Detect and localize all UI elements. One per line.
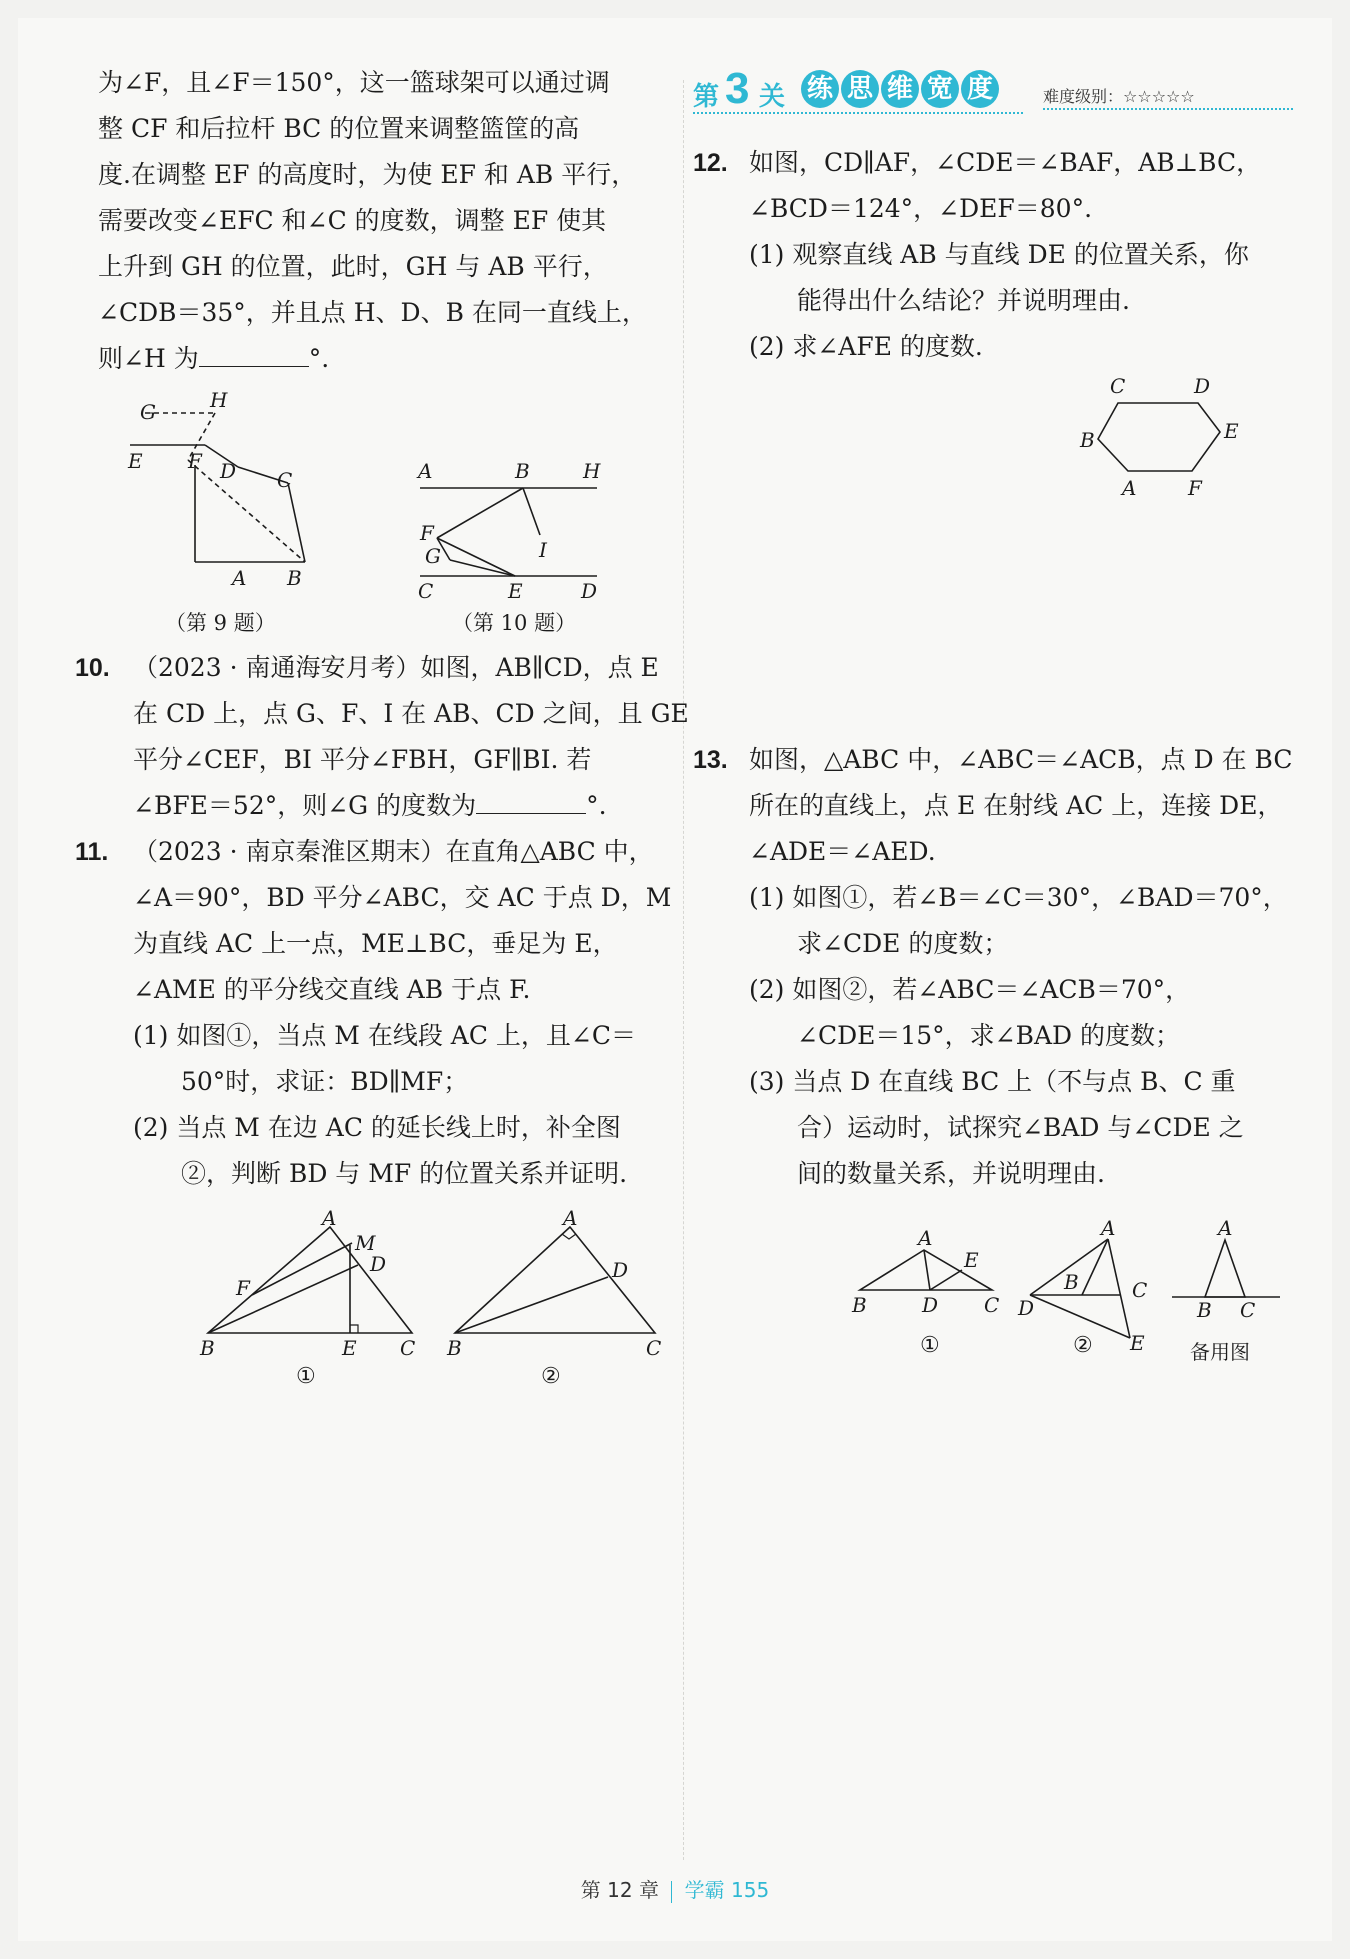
fig13-spare-label-a: A: [1218, 1216, 1233, 1240]
fig13-caption-1: ①: [920, 1333, 940, 1358]
fig13-caption-spare: 备用图: [1190, 1340, 1250, 1364]
fig10-label-b: B: [515, 459, 530, 483]
figure-11-1: [200, 1206, 420, 1365]
fig13-2-label-b: B: [1064, 1270, 1079, 1294]
fig10-caption: （第 10 题）: [452, 611, 577, 635]
fig10-label-h: H: [583, 459, 601, 483]
q12-sub1-line: 能得出什么结论？并说明理由.: [797, 286, 1130, 315]
fig9-label-e: E: [128, 449, 143, 473]
fig13-1-label-d: D: [922, 1293, 939, 1317]
q13-sub3-line: 合）运动时，试探究∠BAD 与∠CDE 之: [797, 1113, 1244, 1142]
fig11-2-label-c: C: [646, 1336, 662, 1360]
fig13-1-label-c: C: [984, 1293, 1000, 1317]
fig13-2-label-a: A: [1101, 1216, 1116, 1240]
q10-line: 平分∠CEF，BI 平分∠FBH，GF∥BI. 若: [133, 745, 592, 774]
fig11-1-label-c: C: [400, 1336, 416, 1360]
q10-line: [75, 645, 665, 691]
header-guan: 关: [759, 81, 786, 111]
fig9-label-b: B: [287, 566, 302, 590]
fig11-2-label-b: B: [447, 1336, 462, 1360]
fig13-2-label-e: E: [1130, 1331, 1145, 1355]
q10-q11-block: [75, 645, 689, 1197]
header-title-char: 练: [801, 70, 839, 108]
header-title: [801, 70, 999, 108]
q11-line: ∠AME 的平分线交直线 AB 于点 F.: [133, 975, 531, 1004]
q13-sub1-line: (1) 如图①，若∠B＝∠C＝30°，∠BAD＝70°，: [749, 883, 1288, 912]
figure-12: [1080, 375, 1280, 505]
q11-text: （2023 · 南京秦淮区期末）在直角△ABC 中，: [133, 837, 654, 866]
q11-number: 11.: [75, 838, 109, 866]
fig12-label-e: E: [1224, 419, 1239, 443]
fig12-label-b: B: [1080, 428, 1095, 452]
fig12-label-c: C: [1110, 374, 1126, 398]
fig11-1-label-a: A: [322, 1206, 337, 1230]
q10-last-line: [75, 783, 665, 829]
fig10-label-d: D: [581, 579, 598, 603]
fig12-label-d: D: [1194, 374, 1211, 398]
fig12-label-a: A: [1122, 476, 1137, 500]
fig13-spare-label-b: B: [1197, 1298, 1212, 1322]
header-title-char: 宽: [921, 70, 959, 108]
q12-text: 如图，CD∥AF，∠CDE＝∠BAF，AB⊥BC，: [749, 148, 1262, 177]
q10-line: 在 CD 上，点 G、F、I 在 AB、CD 之间，且 GE: [133, 699, 689, 728]
fig10-label-a: A: [418, 459, 433, 483]
brand-name: 学霸: [684, 1878, 725, 1902]
answer-blank: [476, 787, 586, 814]
header-title-char: 思: [841, 70, 879, 108]
figure-10: [415, 460, 615, 610]
fig10-label-g: G: [425, 544, 441, 568]
difficulty-level: 难度级别：☆☆☆☆☆: [1043, 87, 1195, 106]
q11-sub2-line: ②，判断 BD 与 MF 的位置关系并证明.: [181, 1159, 628, 1188]
q13-line: ∠ADE＝∠AED.: [749, 837, 936, 866]
figure-13-spare: [1170, 1215, 1290, 1322]
q13-text: 如图，△ABC 中，∠ABC＝∠ACB，点 D 在 BC: [749, 745, 1293, 774]
q12-block: [693, 140, 1293, 370]
q12-sub2-line: (2) 求∠AFE 的度数.: [749, 332, 983, 361]
header-level-number: 3: [725, 64, 750, 113]
header-title-char: 度: [961, 70, 999, 108]
q9-line: 上升到 GH 的位置，此时，GH 与 AB 平行，: [98, 252, 608, 281]
fig13-1-label-a: A: [918, 1226, 933, 1250]
fig9-label-g: G: [140, 400, 156, 424]
fig9-label-a: A: [232, 566, 247, 590]
footer-separator: [671, 1881, 672, 1903]
q11-line: [75, 829, 665, 875]
fig9-caption: （第 9 题）: [165, 611, 276, 635]
fig11-caption-2: ②: [541, 1364, 561, 1389]
column-divider: [683, 80, 684, 1860]
fig11-1-label-e: E: [342, 1336, 357, 1360]
left-column: [98, 60, 663, 382]
fig9-label-f: F: [188, 449, 202, 473]
page-footer: [0, 1874, 1350, 1903]
header-title-char: 维: [881, 70, 919, 108]
header-underline: [1043, 108, 1293, 110]
fig11-1-label-d: D: [370, 1252, 387, 1276]
fig11-caption-1: ①: [296, 1364, 316, 1389]
q13-number: 13.: [693, 746, 728, 774]
fig13-2-label-d: D: [1018, 1296, 1035, 1320]
fig9-label-c: C: [277, 468, 293, 492]
q11-sub1-line: (1) 如图①，当点 M 在线段 AC 上，且∠C＝: [133, 1021, 637, 1050]
q10-tail: °.: [586, 791, 607, 820]
q9-line: ∠CDB＝35°，并且点 H、D、B 在同一直线上，: [98, 298, 647, 327]
q13-line: [693, 737, 1293, 783]
fig13-1-label-e: E: [964, 1248, 979, 1272]
fig13-spare-label-c: C: [1240, 1298, 1256, 1322]
q11-sub1-line: 50°时，求证：BD∥MF；: [181, 1067, 469, 1096]
q12-line: [693, 140, 1293, 186]
fig11-1-label-b: B: [200, 1336, 215, 1360]
fig13-1-label-b: B: [852, 1293, 867, 1317]
figure-11-2: [447, 1206, 670, 1365]
q10-number: 10.: [75, 654, 110, 682]
fig11-1-label-m: M: [355, 1231, 376, 1255]
q12-sub1-line: (1) 观察直线 AB 与直线 DE 的位置关系，你: [749, 240, 1249, 269]
figure-13-1: [852, 1226, 1012, 1330]
q13-sub2-line: (2) 如图②，若∠ABC＝∠ACB＝70°，: [749, 975, 1191, 1004]
fig12-label-f: F: [1188, 476, 1202, 500]
q13-sub3-line: (3) 当点 D 在直线 BC 上（不与点 B、C 重: [749, 1067, 1236, 1096]
q13-sub1-line: 求∠CDE 的度数；: [797, 929, 1009, 958]
fig11-1-label-f: F: [236, 1276, 250, 1300]
answer-blank: [199, 340, 309, 367]
q9-last-line: [98, 336, 663, 382]
q9-text: 则∠H 为: [98, 344, 199, 373]
q11-line: ∠A＝90°，BD 平分∠ABC，交 AC 于点 D，M: [133, 883, 672, 912]
q12-number: 12.: [693, 149, 728, 177]
fig10-label-c: C: [418, 579, 434, 603]
fig10-label-f: F: [420, 521, 434, 545]
fig10-label-e: E: [508, 579, 523, 603]
fig13-2-label-c: C: [1132, 1278, 1148, 1302]
header-underline: [693, 112, 1023, 114]
section-header: [693, 64, 1293, 118]
fig11-2-label-a: A: [563, 1206, 578, 1230]
q13-sub3-line: 间的数量关系，并说明理由.: [797, 1159, 1105, 1188]
chapter-label: 第 12 章: [580, 1878, 659, 1902]
q10-text: （2023 · 南通海安月考）如图，AB∥CD，点 E: [133, 653, 659, 682]
fig10-label-i: I: [539, 538, 547, 562]
q9-line: 为∠F，且∠F＝150°，这一篮球架可以通过调: [98, 68, 610, 97]
q12-line: ∠BCD＝124°，∠DEF＝80°.: [749, 194, 1093, 223]
q11-line: 为直线 AC 上一点，ME⊥BC，垂足为 E，: [133, 929, 618, 958]
header-di: 第: [693, 81, 720, 111]
q9-line: 度.在调整 EF 的高度时，为使 EF 和 AB 平行，: [98, 160, 637, 189]
fig13-caption-2: ②: [1073, 1333, 1093, 1358]
q11-sub2-line: (2) 当点 M 在边 AC 的延长线上时，补全图: [133, 1113, 621, 1142]
fig9-label-d: D: [220, 459, 237, 483]
q13-line: 所在的直线上，点 E 在射线 AC 上，连接 DE，: [749, 791, 1283, 820]
figure-9: [120, 388, 320, 590]
q9-tail: °.: [308, 344, 330, 373]
q10-text: ∠BFE＝52°，则∠G 的度数为: [133, 791, 477, 820]
q13-block: [693, 737, 1293, 1197]
page-number: 155: [731, 1878, 770, 1902]
fig9-label-h: H: [210, 388, 228, 412]
fig11-2-label-d: D: [612, 1258, 629, 1282]
q13-sub2-line: ∠CDE＝15°，求∠BAD 的度数；: [797, 1021, 1181, 1050]
q9-line: 需要改变∠EFC 和∠C 的度数，调整 EF 使其: [98, 206, 607, 235]
q9-line: 整 CF 和后拉杆 BC 的位置来调整篮筐的高: [98, 114, 580, 143]
